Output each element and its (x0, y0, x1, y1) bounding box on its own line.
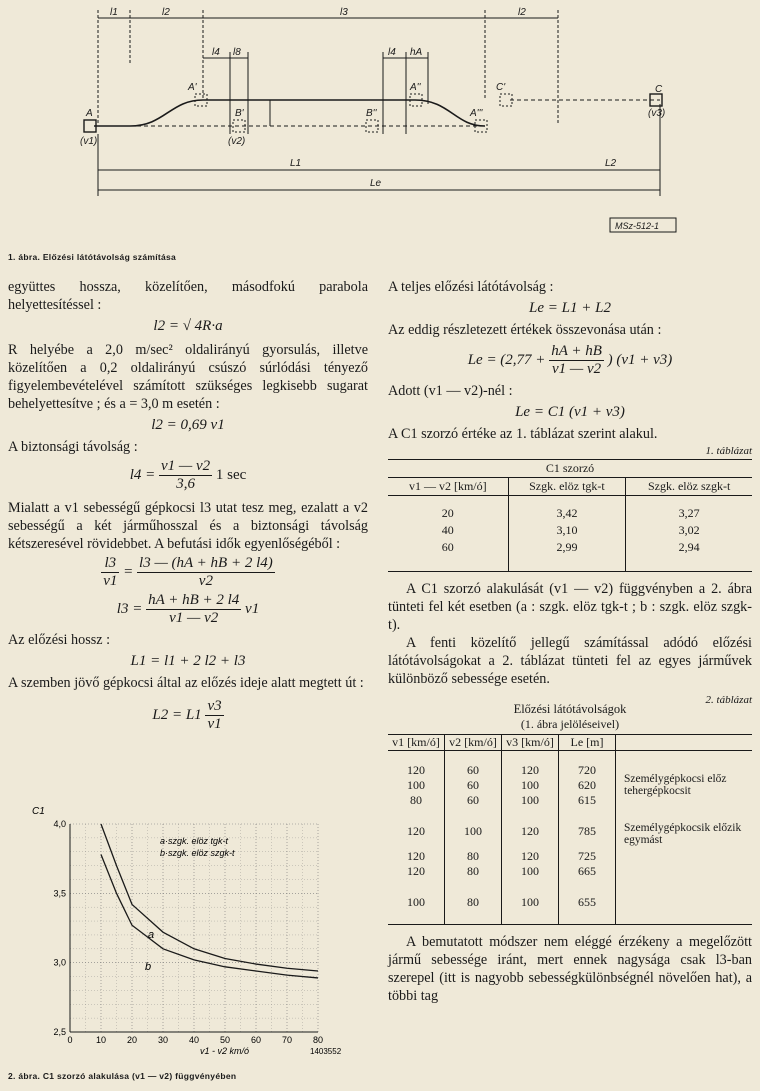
eq4-a-num: l3 (101, 555, 119, 573)
t2-header-1: v2 [km/ó] (445, 735, 502, 751)
left-column (8, 278, 368, 739)
y-tick-label: 3,0 (53, 957, 66, 968)
left-p3: A biztonsági távolság : (8, 439, 138, 455)
t1-cell: 2,94 (678, 540, 700, 554)
point-a3: A''' (470, 108, 483, 119)
point-a1: A' (188, 82, 197, 93)
series-label-b: b (145, 961, 152, 973)
t2-header-note (616, 735, 753, 751)
eq-l2-value: l2 = 0,69 v1 (151, 417, 225, 433)
left-p2: R helyébe a 2,0 m/sec² oldalirányú gyorsulás, illetve közelítően a 0,2 oldalirányú csúszó súrlódási tényező figyelembevételével számított szükséges legkisebb sugarat behelyettesítve ; és a = 3,0 m esetén : (8, 342, 368, 412)
x-tick-label: 80 (312, 1035, 324, 1045)
eq-l2-parabola: l2 = √ 4R·a (153, 318, 223, 334)
t1-cell: 3,27 (678, 506, 700, 520)
y-tick-label: 3,5 (53, 888, 66, 899)
eq7-num: v3 (207, 698, 222, 714)
point-c: C (655, 84, 663, 95)
right-p7: A bemutatott módszer nem eléggé érzékeny a megelőzött jármű sebessége iránt, mert ennek nagysága csak l3-ban szerepel (itt is nagyobb sebességkülönbségnél növelően hat), a többi tag (388, 934, 752, 1004)
t2-cell: 120 (502, 751, 559, 779)
t2-cell: 120 (502, 818, 559, 839)
t2-cell: 120 (502, 839, 559, 864)
right-p6: A fenti közelítő jellegű számítással adódó előzési látótávolságokat a 2. táblázat tünteti fel az egyes járművek különböző sebessége esetén. (388, 635, 752, 687)
t2-header-0: v1 [km/ó] (388, 735, 445, 751)
speed-v1: (v1) (80, 136, 98, 147)
t2-cell: 60 (445, 793, 502, 818)
table-2 (388, 734, 752, 925)
x-tick-label: 70 (281, 1035, 293, 1045)
t2-cell: 120 (388, 839, 445, 864)
t2-note-2: Személygépkocsik előzik egymást (624, 822, 742, 846)
dim-ha: hA (410, 47, 423, 58)
eq-l3 (8, 592, 368, 627)
eq-l4-num: v1 — v2 (160, 458, 211, 474)
eq5-lhs: l3 = (116, 600, 143, 617)
t1-header-2: Szgk. elöz szgk-t (647, 479, 731, 493)
t2-cell: 615 (559, 793, 616, 818)
right-p3: Adott (v1 — v2)-nél : (388, 383, 513, 399)
dim-l3: l3 (340, 7, 348, 18)
eq7-lhs: L2 = L1 (152, 706, 202, 723)
x-tick-label: 40 (188, 1035, 200, 1045)
eq2-den: v1 — v2 (551, 361, 602, 377)
x-tick-label: 0 (67, 1035, 73, 1045)
figure-1-caption: 1. ábra. Előzési látótávolság számítása (8, 252, 177, 262)
t2-cell: 100 (502, 778, 559, 793)
legend-b: b·szgk. elöz szgk-t (160, 848, 235, 858)
dim-Le: Le (370, 178, 382, 189)
point-b2: B'' (366, 108, 377, 119)
t2-cell: 665 (559, 864, 616, 889)
t2-header-3: Le [m] (559, 735, 616, 751)
eq-l4-lhs: l4 = (129, 466, 156, 483)
table-2-title: Előzési látótávolságok (513, 702, 627, 716)
t2-cell: 80 (445, 839, 502, 864)
eq-L2 (8, 698, 368, 733)
t2-cell: 100 (502, 864, 559, 889)
eq5-rhs: v1 (245, 600, 260, 617)
t1-cell: 3,02 (678, 523, 700, 537)
t2-note-1: Személygépkocsi előz tehergépkocsit (624, 772, 727, 797)
figure-1-stamp: MSz-512-1 (615, 221, 660, 231)
table-1-label: 1. táblázat (705, 445, 752, 457)
eq4-frac-b (137, 555, 275, 590)
t1-header-0: v1 — v2 [km/ó] (388, 478, 508, 496)
t2-cell: 785 (559, 818, 616, 839)
eq-L1: L1 = l1 + 2 l2 + l3 (130, 653, 246, 669)
right-p2: Az eddig részletezett értékek összevonása után : (388, 322, 662, 338)
series-label-a: a (148, 929, 155, 941)
t2-cell: 120 (388, 751, 445, 779)
t2-cell: 100 (388, 778, 445, 793)
eq7-frac (205, 698, 223, 733)
t1-cell: 3,10 (508, 522, 626, 539)
t2-cell: 100 (502, 889, 559, 925)
t1-cell: 20 (388, 496, 508, 523)
dim-l4-a: l4 (212, 47, 220, 58)
dim-l8: l8 (233, 47, 241, 58)
eq2-rhs: ) (v1 + v3) (607, 351, 673, 368)
speed-v3: (v3) (648, 108, 666, 119)
t1-cell: 2,99 (508, 539, 626, 572)
chart-ylabel: C1 (32, 806, 45, 817)
eq4-b-den: v2 (198, 573, 213, 589)
eq-l4 (8, 458, 368, 493)
table-2-label: 2. táblázat (705, 694, 752, 706)
t2-cell: 80 (388, 793, 445, 818)
speed-v2: (v2) (228, 136, 246, 147)
eq4-a-den: v1 (103, 573, 118, 589)
chart-xlabel: v1 - v2 km/ó (200, 1046, 250, 1056)
eq-Le-full (388, 343, 752, 378)
x-tick-label: 10 (95, 1035, 107, 1045)
t2-cell: 60 (445, 751, 502, 779)
t2-cell: 100 (502, 793, 559, 818)
x-tick-label: 30 (157, 1035, 169, 1045)
dim-L2: L2 (605, 158, 617, 169)
t1-header-1: Szgk. elöz tgk-t (508, 478, 626, 496)
figure-2-chart (30, 802, 350, 1060)
t2-empty (616, 889, 753, 925)
eq4-b-num: l3 — (hA + hB + 2 l4) (139, 555, 273, 571)
point-a2: A'' (410, 82, 421, 93)
figure-2-caption: 2. ábra. C1 szorzó alakulása (v1 — v2) függvényében (8, 1071, 237, 1081)
t2-cell: 720 (559, 751, 616, 779)
t2-cell: 80 (445, 889, 502, 925)
t2-cell: 120 (388, 864, 445, 889)
eq2-num: hA + hB (551, 343, 602, 359)
table-2-subtitle: (1. ábra jelöléseivel) (520, 717, 620, 731)
legend-a: a·szgk. elöz tgk-t (160, 836, 229, 846)
t2-cell: 100 (388, 889, 445, 925)
eq-Le-C1: Le = C1 (v1 + v3) (515, 404, 625, 420)
t2-cell: 725 (559, 839, 616, 864)
table-1 (388, 459, 752, 572)
eq7-den: v1 (207, 716, 222, 732)
t1-cell: 60 (388, 539, 508, 572)
right-column (388, 278, 752, 1005)
eq-l4-rhs: 1 sec (215, 466, 247, 483)
t2-cell: 100 (445, 818, 502, 839)
left-p6: A szemben jövő gépkocsi által az előzés ideje alatt megtett út : (8, 675, 364, 691)
eq5-num: hA + hB + 2 l4 (148, 592, 240, 608)
t2-cell: 655 (559, 889, 616, 925)
point-c1: C' (496, 82, 506, 93)
x-tick-label: 20 (126, 1035, 138, 1045)
t1-cell: 3,42 (508, 496, 626, 523)
t2-cell: 620 (559, 778, 616, 793)
eq5-den: v1 — v2 (169, 610, 219, 626)
t2-cell: 60 (445, 778, 502, 793)
t2-cell: 120 (388, 818, 445, 839)
x-tick-label: 50 (219, 1035, 231, 1045)
y-tick-label: 2,5 (53, 1027, 66, 1037)
right-p4: A C1 szorzó értéke az 1. táblázat szerint alakul. (388, 426, 658, 442)
t1-cell: 40 (388, 522, 508, 539)
x-tick-label: 60 (250, 1035, 262, 1045)
point-b1: B' (235, 108, 244, 119)
eq-l4-frac (159, 458, 212, 493)
eq-time-equality: $\frac{l3}{v1}$ = $\frac{l3 — (hA + hB + 2 l4)}{v2}$ (103, 555, 273, 589)
dim-L1: L1 (290, 158, 302, 169)
t2-header-2: v3 [km/ó] (502, 735, 559, 751)
eq2-frac (549, 343, 604, 378)
eq-Le: Le = L1 + L2 (529, 300, 611, 316)
dim-l4-b: l4 (388, 47, 396, 58)
y-tick-label: 4,0 (53, 819, 66, 829)
t2-cell: 80 (445, 864, 502, 889)
eq-l4-den: 3,6 (176, 476, 195, 492)
dim-l2-b: l2 (518, 7, 526, 18)
right-p1: A teljes előzési látótávolság : (388, 279, 554, 295)
left-p5: Az előzési hossz : (8, 632, 111, 648)
left-p4: Mialatt a v1 sebességű gépkocsi l3 utat tesz meg, ezalatt a v2 sebességű a két járműhosszal és a biztonsági távolság kétszeresével rövidebbet. A befutási idők egyenlőségéből : (8, 500, 368, 552)
dim-l1: l1 (110, 7, 118, 18)
figure-1-diagram (70, 4, 690, 236)
dim-l2-a: l2 (162, 7, 170, 18)
eq2-lhs: Le = (2,77 + (467, 351, 546, 368)
right-p5: A C1 szorzó alakulását (v1 — v2) függvényben a 2. ábra tünteti fel két esetben (a : szgk. elöz tgk-t ; b : szgk. elöz szgk-t). (388, 581, 752, 633)
eq5-frac (146, 592, 241, 627)
point-a: A (86, 108, 93, 119)
chart-stamp: 1403552 (310, 1047, 342, 1056)
left-p1: együttes hossza, közelítően, másodfokú parabola helyettesítéssel : (8, 279, 368, 313)
table-1-title: C1 szorzó (545, 461, 595, 475)
eq4-frac-a (101, 555, 119, 590)
